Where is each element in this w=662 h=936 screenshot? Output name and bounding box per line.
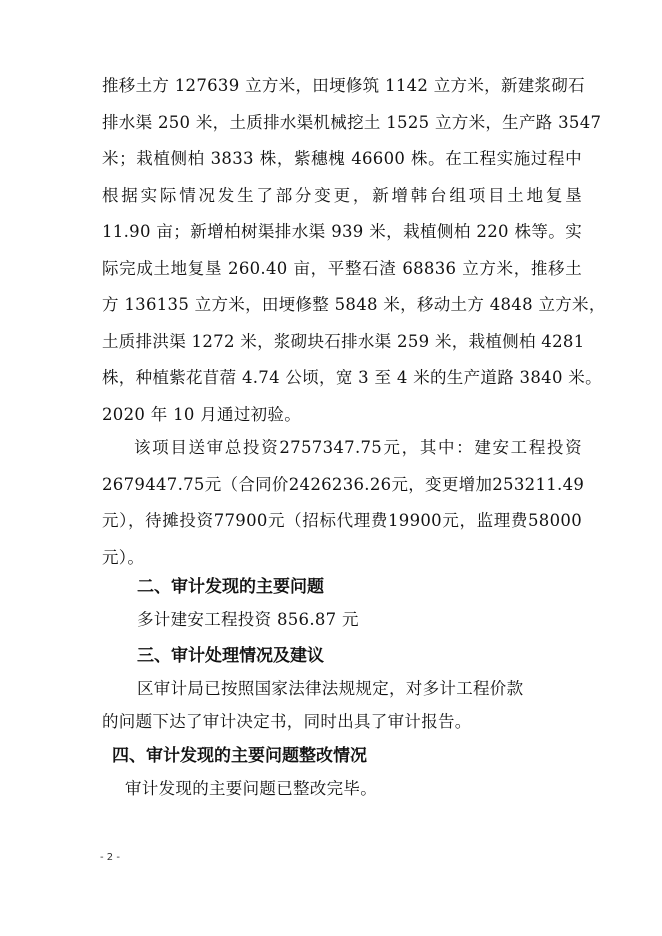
handling-text-line: 的问题下达了审计决定书，同时出具了审计报告。 [102, 712, 472, 731]
paragraph-line: 株，种植紫花苜蓿 4.74 公顷，宽 3 至 4 米的生产道路 3840 米。 [102, 368, 602, 387]
paragraph-line: 方 136135 立方米，田埂修整 5848 米，移动土方 4848 立方米， [102, 295, 606, 314]
paragraph-line: 元）。 [102, 547, 145, 567]
paragraph-line: 2679447.75元（合同价2426236.26元，变更增加253211.49 [102, 474, 585, 494]
project-details-paragraph [102, 68, 606, 433]
paragraph-line: 2020 年 10 月通过初验。 [102, 404, 302, 424]
section-heading-handling: 三、审计处理情况及建议 [137, 646, 324, 666]
paragraph-line: 元），待摊投资77900元（招标代理费19900元，监理费58000 [102, 511, 582, 530]
handling-text-line: 区审计局已按照国家法律法规规定，对多计工程价款 [137, 679, 524, 698]
paragraph-line: 排水渠 250 米，土质排水渠机械挖土 1525 立方米，生产路 3547 [102, 112, 602, 132]
paragraph-line: 推移土方 127639 立方米，田埂修筑 1142 立方米，新建浆砌石 [102, 76, 585, 95]
rectification-text: 审计发现的主要问题已整改完毕。 [125, 779, 377, 798]
section-heading-audit-issues: 二、审计发现的主要问题 [137, 577, 324, 597]
paragraph-line: 11.90 亩；新增柏树渠排水渠 939 米，栽植侧柏 220 株等。实 [102, 222, 582, 241]
page-number: - 2 - [100, 852, 120, 863]
audit-issue-text: 多计建安工程投资 856.87 元 [137, 610, 359, 629]
paragraph-line: 该项目送审总投资2757347.75元，其中：建安工程投资 [134, 438, 582, 457]
paragraph-line: 土质排洪渠 1272 米，浆砌块石排水渠 259 米，栽植侧柏 4281 [102, 331, 585, 351]
paragraph-line: 根据实际情况发生了部分变更，新增韩台组项目土地复垦 [102, 185, 582, 205]
investment-paragraph [102, 430, 585, 576]
paragraph-line: 际完成土地复垦 260.40 亩，平整石渣 68836 立方米，推移土 [102, 258, 582, 278]
section-heading-rectification: 四、审计发现的主要问题整改情况 [112, 746, 367, 766]
paragraph-line: 米；栽植侧柏 3833 株，紫穗槐 46600 株。在工程实施过程中 [102, 149, 582, 168]
